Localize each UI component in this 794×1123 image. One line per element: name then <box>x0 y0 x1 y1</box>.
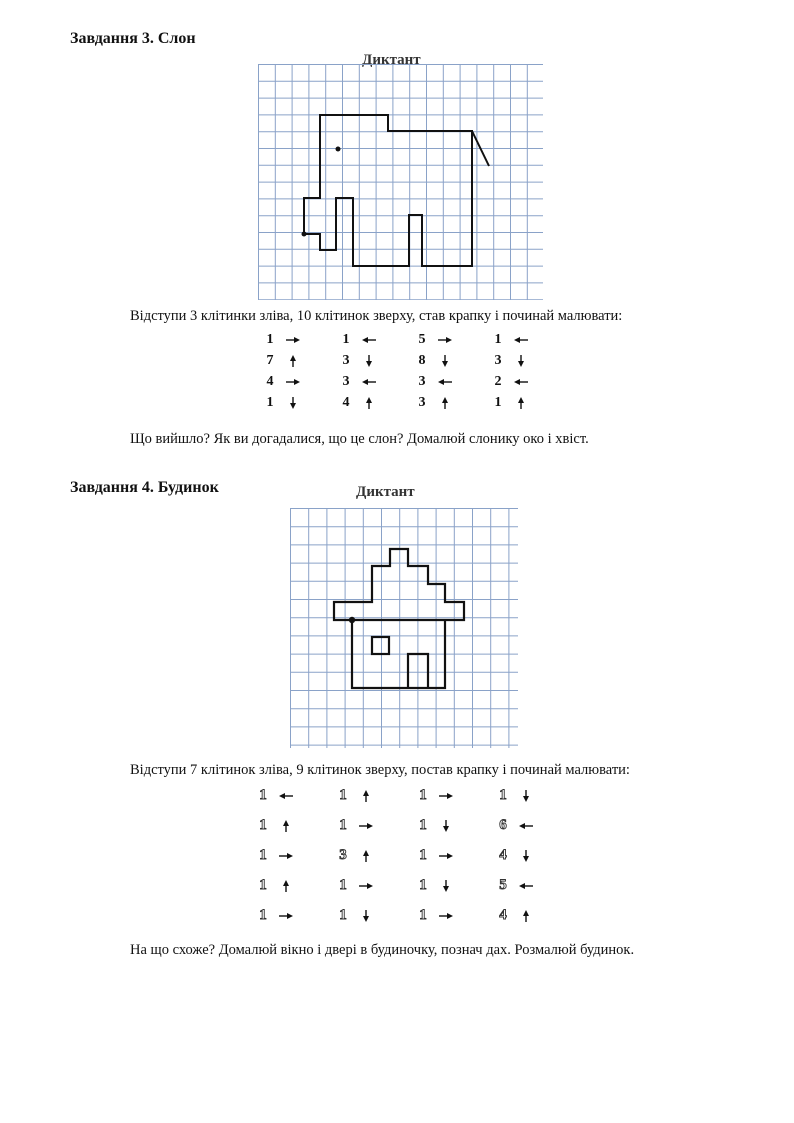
arrow-down-icon <box>518 790 534 802</box>
arrow-up-icon <box>518 910 534 922</box>
command-count: 4 <box>266 374 274 389</box>
command-count: 3 <box>418 395 426 410</box>
start-dot <box>349 617 355 623</box>
command-count: 3 <box>418 374 426 389</box>
task3-diktant-title: Диктант <box>362 52 421 68</box>
arrow-left-icon <box>513 376 529 388</box>
arrow-up-icon <box>513 397 529 409</box>
task4-command <box>338 877 374 894</box>
command-count: 1 <box>259 877 267 893</box>
arrow-up-icon <box>285 355 301 367</box>
arrow-down-icon <box>358 910 374 922</box>
command-count: 1 <box>266 395 274 410</box>
arrow-left-icon <box>278 790 294 802</box>
command-count: 6 <box>499 817 507 833</box>
task3-command <box>417 374 453 390</box>
arrow-right-icon <box>278 850 294 862</box>
task3-command <box>493 374 529 390</box>
task3-instruction: Відступи 3 клітинки зліва, 10 клітинок зверху, став крапку і починай малювати: <box>130 308 623 324</box>
eye-dot <box>336 147 341 152</box>
task4-title: Завдання 4. Будинок <box>70 479 219 496</box>
task4-command <box>418 817 454 834</box>
arrow-left-icon <box>361 376 377 388</box>
elephant-drawing <box>304 115 489 266</box>
command-count: 2 <box>494 374 502 389</box>
arrow-right-icon <box>438 790 454 802</box>
command-count: 4 <box>499 907 507 923</box>
command-count: 1 <box>494 395 502 410</box>
task4-diktant-title: Диктант <box>356 484 415 500</box>
task3-command <box>341 353 377 369</box>
house-roof-outline <box>334 549 464 620</box>
arrow-down-icon <box>437 355 453 367</box>
command-count: 1 <box>259 787 267 803</box>
task3-command <box>341 374 377 390</box>
arrow-right-icon <box>358 880 374 892</box>
arrow-up-icon <box>437 397 453 409</box>
task3-command <box>265 395 301 411</box>
command-count: 1 <box>339 787 347 803</box>
task3-command <box>341 332 377 348</box>
arrow-left-icon <box>361 334 377 346</box>
task3-command <box>341 395 377 411</box>
arrow-right-icon <box>358 820 374 832</box>
arrow-right-icon <box>285 376 301 388</box>
task4-command <box>498 847 534 864</box>
arrow-left-icon <box>513 334 529 346</box>
command-count: 1 <box>259 847 267 863</box>
task4-command <box>338 847 374 864</box>
command-count: 7 <box>266 353 274 368</box>
task4-command <box>498 907 534 924</box>
task3-command <box>493 353 529 369</box>
command-count: 4 <box>499 847 507 863</box>
task4-command <box>258 787 294 804</box>
command-count: 3 <box>494 353 502 368</box>
arrow-up-icon <box>358 790 374 802</box>
elephant-grid <box>258 64 543 300</box>
task4-command <box>258 847 294 864</box>
arrow-up-icon <box>278 820 294 832</box>
task4-command <box>418 847 454 864</box>
task3-command <box>265 332 301 348</box>
arrow-right-icon <box>437 334 453 346</box>
arrow-left-icon <box>518 880 534 892</box>
house-grid <box>290 508 518 748</box>
arrow-right-icon <box>285 334 301 346</box>
command-count: 4 <box>342 395 350 410</box>
task4-instruction: Відступи 7 клітинок зліва, 9 клітинок зверху, постав крапку і починай малювати: <box>130 762 630 778</box>
command-count: 1 <box>494 332 502 347</box>
task4-command <box>498 787 534 804</box>
command-count: 1 <box>419 847 427 863</box>
task3-command <box>417 332 453 348</box>
task4-command <box>258 877 294 894</box>
arrow-up-icon <box>361 397 377 409</box>
arrow-down-icon <box>438 880 454 892</box>
house-window <box>372 637 389 654</box>
arrow-right-icon <box>438 910 454 922</box>
command-count: 8 <box>418 353 426 368</box>
task3-command <box>417 395 453 411</box>
start-dot <box>302 232 307 237</box>
task4-command <box>498 877 534 894</box>
arrow-down-icon <box>513 355 529 367</box>
arrow-down-icon <box>518 850 534 862</box>
arrow-down-icon <box>285 397 301 409</box>
arrow-right-icon <box>278 910 294 922</box>
command-count: 3 <box>342 374 350 389</box>
task4-command <box>338 817 374 834</box>
command-count: 1 <box>419 817 427 833</box>
command-count: 1 <box>339 817 347 833</box>
arrow-right-icon <box>438 850 454 862</box>
arrow-down-icon <box>438 820 454 832</box>
arrow-up-icon <box>278 880 294 892</box>
command-count: 5 <box>418 332 426 347</box>
elephant-outline <box>304 115 472 266</box>
task3-command <box>493 332 529 348</box>
command-count: 1 <box>419 877 427 893</box>
task4-command <box>258 907 294 924</box>
command-count: 1 <box>339 907 347 923</box>
command-count: 1 <box>419 907 427 923</box>
command-count: 3 <box>339 847 347 863</box>
task4-command <box>418 907 454 924</box>
task3-title: Завдання 3. Слон <box>70 30 196 47</box>
command-count: 1 <box>499 787 507 803</box>
task4-command <box>338 787 374 804</box>
task3-command <box>265 374 301 390</box>
task4-command <box>498 817 534 834</box>
grid-lines <box>290 508 518 748</box>
task4-command <box>418 787 454 804</box>
grid-lines <box>258 64 543 300</box>
command-count: 1 <box>266 332 274 347</box>
task4-question: На що схоже? Домалюй вікно і двері в будиночку, познач дах. Розмалюй будинок. <box>130 942 635 958</box>
task4-command <box>258 817 294 834</box>
arrow-left-icon <box>437 376 453 388</box>
task3-command <box>265 353 301 369</box>
command-count: 1 <box>339 877 347 893</box>
task3-question: Що вийшло? Як ви догадалися, що це слон? Домалюй слонику око і хвіст. <box>130 431 589 447</box>
command-count: 3 <box>342 353 350 368</box>
arrow-down-icon <box>361 355 377 367</box>
task3-command <box>417 353 453 369</box>
arrow-left-icon <box>518 820 534 832</box>
task4-command <box>338 907 374 924</box>
command-count: 5 <box>499 877 507 893</box>
arrow-up-icon <box>358 850 374 862</box>
task4-command <box>418 877 454 894</box>
task3-command <box>493 395 529 411</box>
command-count: 1 <box>419 787 427 803</box>
command-count: 1 <box>342 332 350 347</box>
command-count: 1 <box>259 817 267 833</box>
command-count: 1 <box>259 907 267 923</box>
